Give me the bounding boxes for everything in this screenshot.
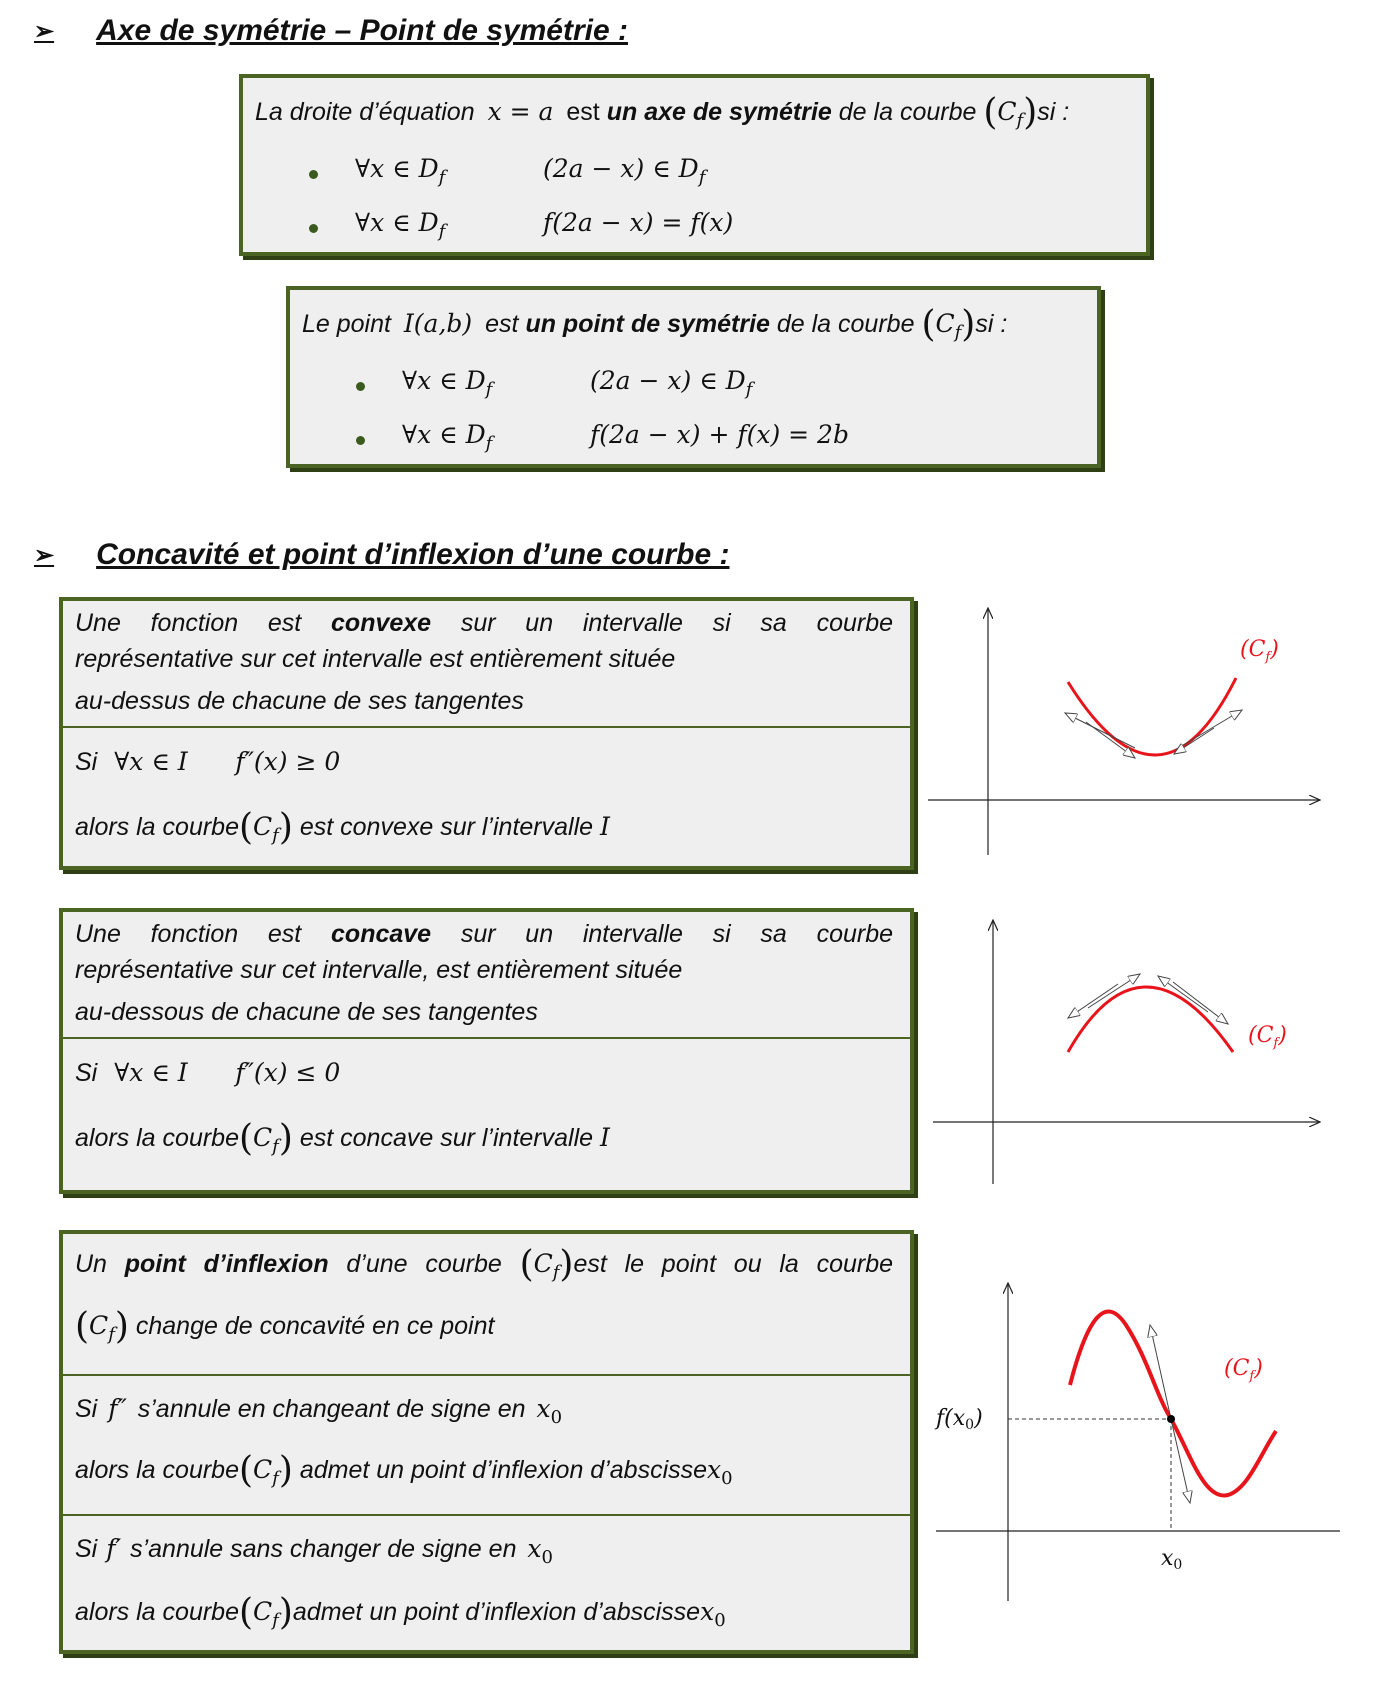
graph-cf-label: $(C_f)$: [1240, 637, 1279, 665]
convex-box: [59, 597, 914, 870]
heading-text: Concavité et point d’inflexion d’une courbe :: [96, 538, 730, 571]
axis-cond1-left: ∀x ∈ $D_f$: [355, 154, 446, 188]
axis-cond2-left: ∀x ∈ $D_f$: [355, 208, 446, 242]
axis-symmetry-box: [239, 74, 1150, 256]
point-symmetry-box: [286, 286, 1101, 468]
concave-graph: [928, 912, 1328, 1190]
point-cond1-right: (2a − x) ∈ $D_f$: [590, 366, 753, 400]
intro-text: si :: [975, 310, 1008, 338]
intro-math: x = a: [487, 97, 554, 126]
graph-cf-label: $(C_f)$: [1248, 1023, 1287, 1051]
inflexion-rule1-line1: Si f″ s’annule en changeant de signe en $x_0$: [75, 1394, 563, 1428]
tangent-arrow: [1171, 1419, 1190, 1503]
tangent-arrow: [1175, 710, 1242, 750]
intro-text: de la courbe: [776, 310, 915, 338]
convex-condition: Si ∀x ∈ I f″(x) ≥ 0: [75, 747, 341, 776]
bullet-dot: [309, 170, 318, 179]
fx0-label: f(x0): [936, 1406, 983, 1433]
x0-label: x0: [1161, 1546, 1183, 1573]
convex-def-line2: représentative sur cet intervalle est entièrement située: [75, 645, 676, 673]
row-divider: [63, 1037, 910, 1039]
inflexion-graph: [928, 1275, 1348, 1607]
convex-def-line1: Une fonction est convexe sur un intervalle si sa courbe: [75, 609, 894, 637]
intro-bold: un point de symétrie: [525, 310, 770, 338]
tangent-arrow: [1174, 728, 1214, 754]
intro-math: I(a,b): [403, 309, 473, 338]
tangent-arrow: [1065, 713, 1135, 748]
inflexion-box: [59, 1230, 914, 1654]
inflexion-rule1-line2: alors la $courbe(C_f)$ admet un point d’inflexion d’abscissex$_0$: [75, 1450, 733, 1491]
concave-box: [59, 908, 914, 1194]
point-intro-line: [302, 304, 1007, 345]
axis-cond2-right: f(2a − x) = f(x): [543, 208, 734, 237]
concave-condition: Si ∀x ∈ I f″(x) ≤ 0: [75, 1058, 341, 1087]
bullet-dot: [356, 382, 365, 391]
tangent-arrow: [1150, 1325, 1171, 1419]
section-heading-symmetry: [34, 14, 628, 48]
concave-curve: [1068, 987, 1233, 1052]
heading-text: Axe de symétrie – Point de symétrie :: [96, 14, 628, 47]
row-divider: [63, 726, 910, 728]
inflexion-def-line2: $(C_f)$ change de concavité en ce point: [75, 1306, 495, 1347]
axis-cond1-right: (2a − x) ∈ $D_f$: [543, 154, 706, 188]
arrow-bullet-icon: ➢: [34, 17, 55, 45]
intro-text: La droite d’équation: [255, 98, 475, 126]
tangent-arrow: [1086, 722, 1135, 758]
intro-text: si :: [1037, 98, 1070, 126]
curve-cf: $(C_f)$: [983, 92, 1038, 133]
concave-def-line1: Une fonction est concave sur un intervalle si sa courbe: [75, 920, 894, 948]
section-heading-concavity: [34, 538, 729, 572]
graph-cf-label: $(C_f)$: [1224, 1356, 1263, 1384]
intro-bold: un axe de symétrie: [606, 98, 832, 126]
concave-conclusion: alors la $courbe(C_f)$ est concave sur l’intervalle I: [75, 1118, 610, 1159]
tangent-arrow: [1173, 982, 1228, 1024]
arrow-bullet-icon: ➢: [34, 541, 55, 569]
bullet-dot: [356, 436, 365, 445]
axis-intro-line: [255, 92, 1069, 133]
curve-cf: $(C_f)$: [921, 304, 976, 345]
convex-graph: [928, 600, 1328, 870]
intro-text: est: [566, 98, 600, 126]
point-cond2-left: ∀x ∈ $D_f$: [402, 420, 493, 454]
intro-text: Le point: [302, 310, 391, 338]
tangent-arrow: [1158, 976, 1208, 1012]
concave-def-line3: au-dessous de chacune de ses tangentes: [75, 998, 538, 1026]
point-cond2-right: f(2a − x) + f(x) = 2b: [590, 420, 849, 449]
convex-def-line3: au-dessus de chacune de ses tangentes: [75, 687, 524, 715]
tangent-arrow: [1088, 974, 1140, 1008]
intro-text: de la courbe: [838, 98, 977, 126]
inflexion-rule2-line2: alors la $courbe(C_f)admet$ un point d’inflexion d’abscissex$_0$: [75, 1592, 726, 1633]
inflexion-point: [1167, 1415, 1175, 1423]
inflexion-def-line1: Un point d’inflexion d’une courbe $(C_f)est$ le point ou la courbe: [75, 1244, 894, 1285]
bullet-dot: [309, 224, 318, 233]
inflexion-rule2-line1: Si f′ s’annule sans changer de signe en $x_0$: [75, 1534, 553, 1568]
convex-curve: [1068, 678, 1236, 755]
row-divider: [63, 1374, 910, 1376]
convex-conclusion: alors la $courbe(C_f)$ est convexe sur l’intervalle I: [75, 807, 610, 848]
intro-text: est: [485, 310, 519, 338]
row-divider: [63, 1514, 910, 1516]
inflexion-curve: [1070, 1312, 1276, 1496]
concave-def-line2: représentative sur cet intervalle, est entièrement située: [75, 956, 683, 984]
point-cond1-left: ∀x ∈ $D_f$: [402, 366, 493, 400]
